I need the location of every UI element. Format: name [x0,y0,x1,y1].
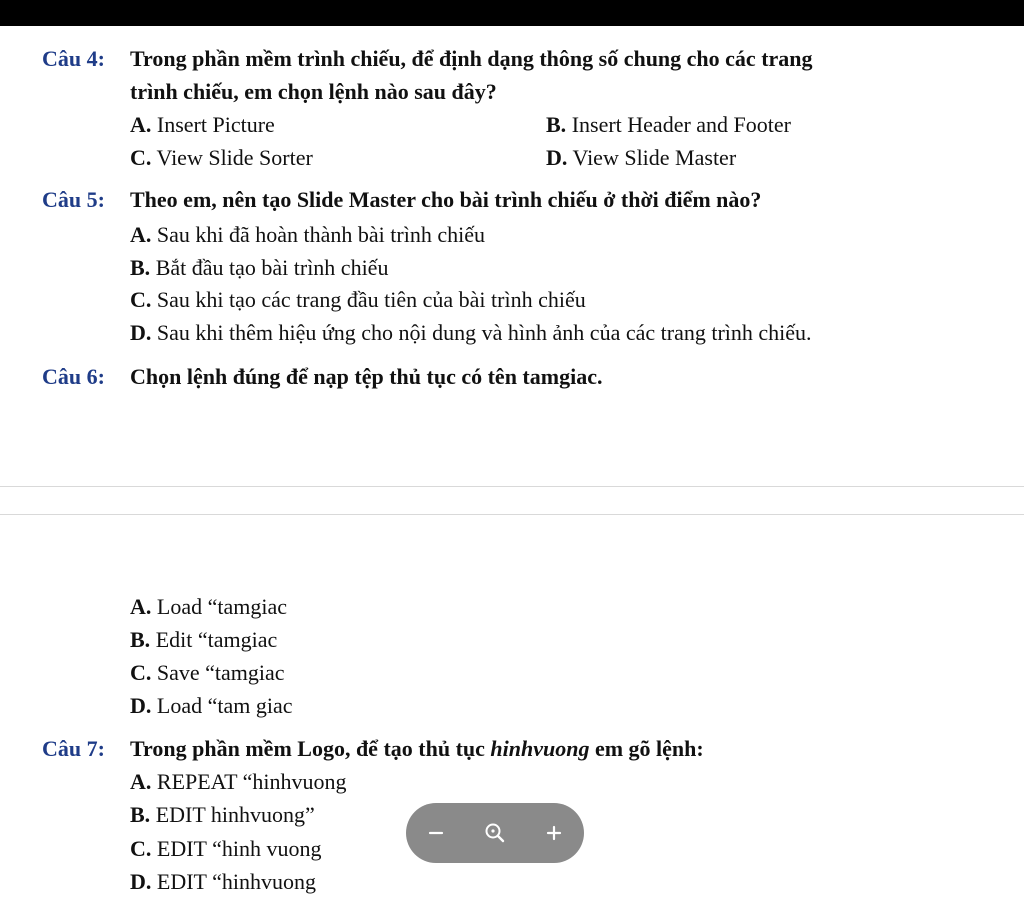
page-separator-bottom [0,514,1024,515]
q5-option-c: C. Sau khi tạo các trang đầu tiên của bài trình chiếu [130,287,586,312]
q6-option-b: B. Edit “tamgiac [130,627,278,652]
q5-option-b: B. Bắt đầu tạo bài trình chiếu [130,255,389,280]
q4-option-b: B. Insert Header and Footer [546,112,791,137]
q5-option-a: A. Sau khi đã hoàn thành bài trình chiếu [130,222,485,247]
q7-text: Trong phần mềm Logo, để tạo thủ tục hinhvuong em gõ lệnh: [130,736,704,761]
q4-option-d: D. View Slide Master [546,145,737,170]
q5-label: Câu 5: [42,187,105,212]
top-black-bar [0,0,1024,26]
q7-label: Câu 7: [42,736,105,761]
zoom-control-bar [406,803,584,863]
q4-option-a: A. Insert Picture [130,112,275,137]
q5-option-d: D. Sau khi thêm hiệu ứng cho nội dung và hình ảnh của các trang trình chiếu. [130,320,812,345]
q7-option-a: A. REPEAT “hinhvuong [130,769,347,794]
zoom-out-button[interactable] [416,813,456,853]
q5-text: Theo em, nên tạo Slide Master cho bài trình chiếu ở thời điểm nào? [130,187,762,212]
zoom-reset-button[interactable] [475,813,515,853]
q4-text-line2: trình chiếu, em chọn lệnh nào sau đây? [130,79,497,104]
q6-text: Chọn lệnh đúng để nạp tệp thủ tục có tên tamgiac. [130,364,603,389]
q6-label: Câu 6: [42,364,105,389]
q4-text-line1: Trong phần mềm trình chiếu, để định dạng thông số chung cho các trang [130,46,813,71]
q4-label: Câu 4: [42,46,105,71]
q4-option-c: C. View Slide Sorter [130,145,313,170]
q6-option-d: D. Load “tam giac [130,693,293,718]
q7-option-c: C. EDIT “hinh vuong [130,836,322,861]
page-separator-top [0,486,1024,487]
minus-icon [427,824,445,842]
q7-italic-term: hinhvuong [490,736,590,761]
magnifier-icon [484,822,506,844]
q7-option-d: D. EDIT “hinhvuong [130,869,316,894]
q6-option-c: C. Save “tamgiac [130,660,285,685]
zoom-in-button[interactable] [534,813,574,853]
q7-option-b: B. EDIT hinhvuong” [130,802,315,827]
q6-option-a: A. Load “tamgiac [130,594,287,619]
plus-icon [545,824,563,842]
